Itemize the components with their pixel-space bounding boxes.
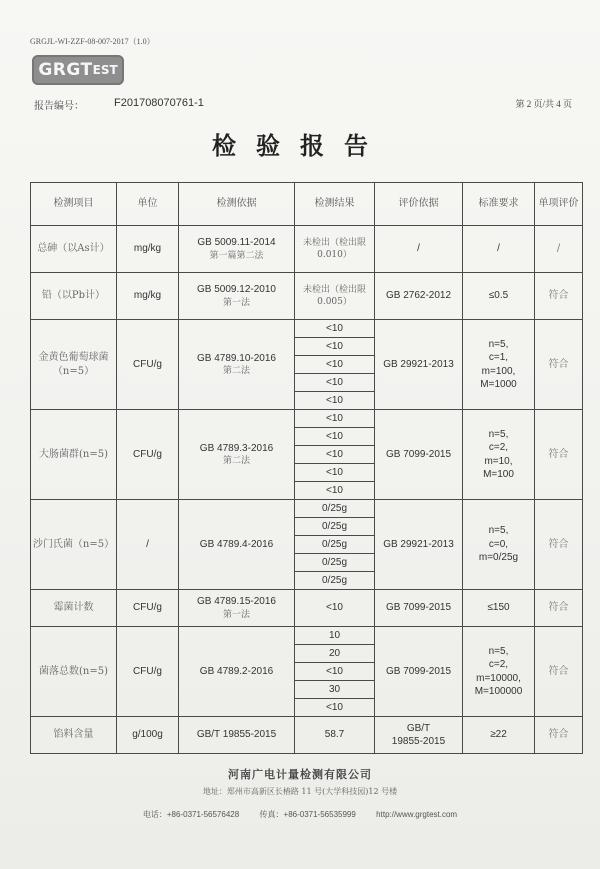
method-cell [179, 320, 295, 410]
result-cell: <10 [295, 410, 375, 428]
judgement-cell: 符合 [535, 627, 583, 717]
footer-address [0, 786, 600, 797]
item-cell: 总砷（以As计） [31, 226, 117, 273]
header-requirement: 标准要求 [463, 183, 535, 226]
result-cell: <10 [295, 464, 375, 482]
header-result: 检测结果 [295, 183, 375, 226]
company-name: 河南广电计量检测有限公司 [228, 768, 372, 781]
requirement-cell: n=5, c=2, m=10000, M=100000 [463, 627, 535, 717]
company-phone: 电话：+86-0371-56576428 [142, 810, 240, 819]
company-fax: 传真：+86-0371-56535999 [259, 810, 356, 819]
result-cell: 58.7 [295, 717, 375, 754]
method-standard: GB 4789.2-2016 [199, 665, 274, 677]
result-cell: 0/25g [295, 572, 375, 590]
requirement-cell: n=5, c=2, m=10, M=100 [463, 410, 535, 500]
logo-main-text: GRGT [38, 60, 93, 80]
unit-cell: mg/kg [117, 273, 179, 320]
result-cell: 0/25g [295, 518, 375, 536]
footer-contact [0, 802, 600, 821]
result-cell: <10 [295, 699, 375, 717]
result-cell: 30 [295, 681, 375, 699]
report-number-value: F201708070761-1 [114, 97, 204, 109]
eval-basis-cell: GB 29921-2013 [375, 320, 463, 410]
unit-cell: / [117, 500, 179, 590]
judgement-cell: 符合 [535, 500, 583, 590]
requirement-cell: n=5, c=0, m=0/25g [463, 500, 535, 590]
judgement-cell: 符合 [535, 410, 583, 500]
unit-cell: CFU/g [117, 320, 179, 410]
result-cell: <10 [295, 482, 375, 500]
requirement-cell: ≥22 [463, 717, 535, 754]
page-indicator: 第 2 页/共 4 页 [515, 99, 572, 109]
method-note: 第一法 [222, 297, 250, 308]
result-cell: 未检出（检出限 0.005） [295, 273, 375, 320]
requirement-cell: / [463, 226, 535, 273]
method-note: 第二法 [222, 366, 250, 377]
result-cell: <10 [295, 590, 375, 627]
result-cell: 0/25g [295, 554, 375, 572]
inspection-table [30, 182, 583, 754]
header-method: 检测依据 [179, 183, 295, 226]
method-standard: GB 4789.3-2016 [199, 442, 274, 454]
header-eval-basis: 评价依据 [375, 183, 463, 226]
table-row [31, 627, 583, 645]
result-cell: <10 [295, 446, 375, 464]
method-cell [179, 627, 295, 717]
item-cell: 菌落总数(n=5) [31, 627, 117, 717]
item-cell: 馅料含量 [31, 717, 117, 754]
result-cell: <10 [295, 338, 375, 356]
unit-cell: CFU/g [117, 590, 179, 627]
item-cell: 大肠菌群(n=5) [31, 410, 117, 500]
judgement-cell: 符合 [535, 273, 583, 320]
unit-cell: mg/kg [117, 226, 179, 273]
method-standard: GB 4789.15-2016 [197, 596, 276, 608]
requirement-cell: ≤150 [463, 590, 535, 627]
method-note: 第一法 [222, 609, 250, 620]
eval-basis-cell: GB 2762-2012 [375, 273, 463, 320]
header-unit: 单位 [117, 183, 179, 226]
method-standard: GB 4789.4-2016 [199, 538, 274, 550]
method-standard: GB 5009.11-2014 [197, 237, 276, 249]
unit-cell: g/100g [117, 717, 179, 754]
header-judgement: 单项评价 [535, 183, 583, 226]
method-note: 第二法 [222, 456, 250, 467]
table-row [31, 590, 583, 627]
page-title: 检验报告 [212, 131, 388, 160]
report-number-block [34, 97, 204, 112]
item-cell: 铅（以Pb计） [31, 273, 117, 320]
footer-company [0, 766, 600, 782]
method-note: 第一篇第二法 [209, 250, 264, 261]
result-cell: 未检出（检出限 0.010） [295, 226, 375, 273]
unit-cell: CFU/g [117, 627, 179, 717]
result-cell: <10 [295, 356, 375, 374]
result-cell: <10 [295, 392, 375, 410]
company-website: http://www.grgtest.com [376, 810, 458, 819]
result-cell: <10 [295, 428, 375, 446]
requirement-cell: ≤0.5 [463, 273, 535, 320]
header-item: 检测项目 [31, 183, 117, 226]
eval-basis-cell: / [375, 226, 463, 273]
method-cell [179, 500, 295, 590]
method-standard: GB/T 19855-2015 [196, 729, 277, 741]
table-row [31, 226, 583, 273]
result-cell: <10 [295, 374, 375, 392]
table-row [31, 717, 583, 754]
result-cell: 10 [295, 627, 375, 645]
table-row [31, 500, 583, 518]
eval-basis-cell: GB 7099-2015 [375, 590, 463, 627]
result-cell: 0/25g [295, 500, 375, 518]
requirement-cell: n=5, c=1, m=100, M=1000 [463, 320, 535, 410]
judgement-cell: / [535, 226, 583, 273]
item-cell: 金黄色葡萄球菌（n=5） [31, 320, 117, 410]
item-cell: 沙门氏菌（n=5） [31, 500, 117, 590]
eval-basis-cell: GB 29921-2013 [375, 500, 463, 590]
grgtest-logo [32, 55, 124, 85]
logo-suffix-text: EST [92, 63, 118, 77]
eval-basis-cell: GB/T 19855-2015 [375, 717, 463, 754]
judgement-cell: 符合 [535, 590, 583, 627]
judgement-cell: 符合 [535, 717, 583, 754]
method-cell [179, 717, 295, 754]
result-cell: 20 [295, 645, 375, 663]
method-standard: GB 4789.10-2016 [197, 352, 276, 364]
method-cell [179, 590, 295, 627]
unit-cell: CFU/g [117, 410, 179, 500]
method-standard: GB 5009.12-2010 [197, 284, 276, 296]
eval-basis-cell: GB 7099-2015 [375, 627, 463, 717]
table-row [31, 410, 583, 428]
result-cell: <10 [295, 663, 375, 681]
method-cell [179, 410, 295, 500]
table-row [31, 273, 583, 320]
table-row [31, 320, 583, 338]
result-cell: <10 [295, 320, 375, 338]
judgement-cell: 符合 [535, 320, 583, 410]
method-cell [179, 226, 295, 273]
table-header-row [31, 183, 583, 226]
eval-basis-cell: GB 7099-2015 [375, 410, 463, 500]
company-address: 地址：郑州市高新区长椿路 11 号(大学科技园)12 号楼 [202, 787, 398, 796]
result-cell: 0/25g [295, 536, 375, 554]
document-code: GRGJL-WI-ZZF-08-007-2017（1.0） [30, 37, 155, 46]
report-number-label: 报告编号： [34, 101, 84, 112]
item-cell: 霉菌计数 [31, 590, 117, 627]
method-cell [179, 273, 295, 320]
